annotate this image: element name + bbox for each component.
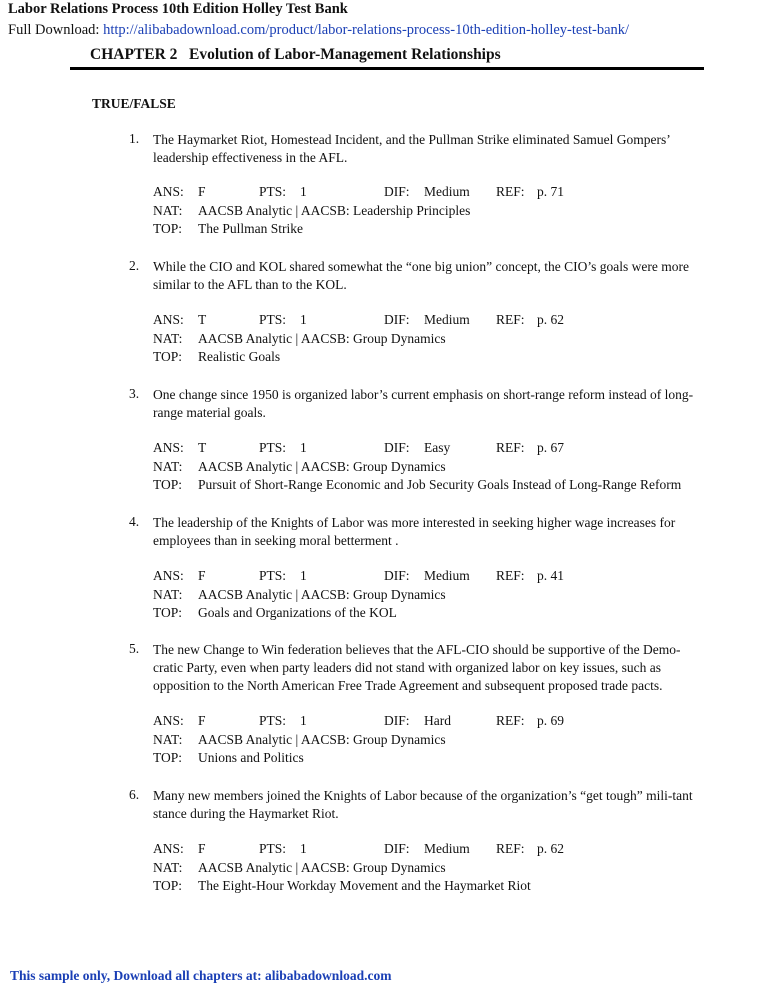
dif-label: DIF: bbox=[384, 841, 410, 856]
nat-label: NAT: bbox=[153, 202, 183, 218]
question-number: 4. bbox=[129, 514, 140, 529]
ref-value: p. 41 bbox=[537, 568, 564, 583]
dif-label: DIF: bbox=[384, 184, 410, 199]
pts-value: 1 bbox=[300, 312, 307, 327]
pts-label: PTS: bbox=[259, 713, 287, 728]
ans-label: ANS: bbox=[153, 841, 184, 856]
ref-label: REF: bbox=[496, 440, 525, 455]
ref-label: REF: bbox=[496, 312, 525, 327]
ref-label: REF: bbox=[496, 841, 525, 856]
question-text: While the CIO and KOL shared somewhat the “one big union” concept, the CIO’s goals were more similar to the AFL than to the KOL. bbox=[153, 259, 689, 292]
dif-value: Easy bbox=[424, 440, 451, 455]
ref-label: REF: bbox=[496, 568, 525, 583]
top-label: TOP: bbox=[153, 349, 183, 364]
dif-value: Hard bbox=[424, 713, 451, 728]
nat-value: AACSB Analytic | AACSB: Group Dynamics bbox=[198, 859, 446, 875]
ans-value: F bbox=[198, 184, 206, 199]
top-label: TOP: bbox=[153, 750, 183, 765]
ref-label: REF: bbox=[496, 713, 525, 728]
pts-label: PTS: bbox=[259, 841, 287, 856]
ans-label: ANS: bbox=[153, 440, 184, 455]
nat-value: AACSB Analytic | AACSB: Group Dynamics bbox=[198, 731, 446, 747]
pts-label: PTS: bbox=[259, 440, 287, 455]
top-label: TOP: bbox=[153, 221, 183, 236]
ans-label: ANS: bbox=[153, 184, 184, 199]
ans-value: F bbox=[198, 841, 206, 856]
ans-label: ANS: bbox=[153, 713, 184, 728]
ref-value: p. 62 bbox=[537, 841, 564, 856]
pts-label: PTS: bbox=[259, 184, 287, 199]
dif-label: DIF: bbox=[384, 713, 410, 728]
ref-value: p. 67 bbox=[537, 440, 564, 455]
download-line bbox=[8, 22, 629, 39]
question-text: The new Change to Win federation believes that the AFL-CIO should be supportive of the Demo-cratic Party, even when party leaders did not stand with organized labor on key issues, such as opposition to the North American Free Trade Agreement and subsequent proposed trade pacts. bbox=[153, 642, 681, 693]
download-link[interactable]: http://alibabadownload.com/product/labor-relations-process-10th-edition-holley-test-bank/ bbox=[103, 22, 630, 38]
footer-download-notice[interactable]: This sample only, Download all chapters at: alibabadownload.com bbox=[10, 968, 392, 983]
question-number: 2. bbox=[129, 258, 140, 273]
chapter-heading bbox=[90, 46, 501, 64]
top-value: The Pullman Strike bbox=[198, 221, 303, 236]
pts-label: PTS: bbox=[259, 568, 287, 583]
nat-label: NAT: bbox=[153, 859, 183, 875]
ans-label: ANS: bbox=[153, 568, 184, 583]
pts-value: 1 bbox=[300, 841, 307, 856]
top-value: The Eight-Hour Workday Movement and the Haymarket Riot bbox=[198, 878, 531, 893]
chapter-title: Evolution of Labor-Management Relationships bbox=[189, 46, 501, 63]
top-label: TOP: bbox=[153, 605, 183, 620]
pts-value: 1 bbox=[300, 568, 307, 583]
question-number: 5. bbox=[129, 641, 140, 656]
dif-value: Medium bbox=[424, 312, 470, 327]
question-number: 1. bbox=[129, 131, 140, 146]
ref-label: REF: bbox=[496, 184, 525, 199]
top-value: Pursuit of Short-Range Economic and Job Security Goals Instead of Long-Range Reform bbox=[198, 477, 682, 492]
ref-value: p. 69 bbox=[537, 713, 564, 728]
pts-label: PTS: bbox=[259, 312, 287, 327]
dif-label: DIF: bbox=[384, 568, 410, 583]
nat-label: NAT: bbox=[153, 458, 183, 474]
pts-value: 1 bbox=[300, 184, 307, 199]
question-text: The leadership of the Knights of Labor was more interested in seeking higher wage increases for employees than in seeking moral betterment . bbox=[153, 515, 676, 548]
nat-label: NAT: bbox=[153, 731, 183, 747]
banner-title: Labor Relations Process 10th Edition Holley Test Bank bbox=[8, 1, 348, 17]
top-label: TOP: bbox=[153, 878, 183, 893]
nat-label: NAT: bbox=[153, 586, 183, 602]
question-number: 3. bbox=[129, 386, 140, 401]
pts-value: 1 bbox=[300, 713, 307, 728]
ans-value: F bbox=[198, 568, 206, 583]
dif-value: Medium bbox=[424, 568, 470, 583]
nat-value: AACSB Analytic | AACSB: Leadership Principles bbox=[198, 202, 471, 218]
question-text: One change since 1950 is organized labor’s current emphasis on short-range reform instead of long-range material goals. bbox=[153, 387, 694, 420]
dif-label: DIF: bbox=[384, 440, 410, 455]
chapter-label: CHAPTER 2 bbox=[90, 46, 178, 63]
ans-label: ANS: bbox=[153, 312, 184, 327]
section-title: TRUE/FALSE bbox=[92, 96, 176, 111]
nat-value: AACSB Analytic | AACSB: Group Dynamics bbox=[198, 330, 446, 346]
chapter-divider bbox=[70, 67, 704, 70]
question-text: Many new members joined the Knights of Labor because of the organization’s “get tough” mili-tant stance during the Haymarket Riot. bbox=[153, 788, 693, 821]
ref-value: p. 62 bbox=[537, 312, 564, 327]
download-prefix: Full Download: bbox=[8, 22, 104, 38]
dif-value: Medium bbox=[424, 184, 470, 199]
ref-value: p. 71 bbox=[537, 184, 564, 199]
dif-label: DIF: bbox=[384, 312, 410, 327]
ans-value: T bbox=[198, 440, 207, 455]
nat-value: AACSB Analytic | AACSB: Group Dynamics bbox=[198, 458, 446, 474]
top-value: Realistic Goals bbox=[198, 349, 281, 364]
top-label: TOP: bbox=[153, 477, 183, 492]
nat-label: NAT: bbox=[153, 330, 183, 346]
top-value: Goals and Organizations of the KOL bbox=[198, 605, 397, 620]
pts-value: 1 bbox=[300, 440, 307, 455]
question-text: The Haymarket Riot, Homestead Incident, and the Pullman Strike eliminated Samuel Gompers’ leadership effectiveness in the AFL. bbox=[153, 132, 670, 165]
question-number: 6. bbox=[129, 787, 140, 802]
dif-value: Medium bbox=[424, 841, 470, 856]
ans-value: T bbox=[198, 312, 207, 327]
top-value: Unions and Politics bbox=[198, 750, 304, 765]
ans-value: F bbox=[198, 713, 206, 728]
nat-value: AACSB Analytic | AACSB: Group Dynamics bbox=[198, 586, 446, 602]
